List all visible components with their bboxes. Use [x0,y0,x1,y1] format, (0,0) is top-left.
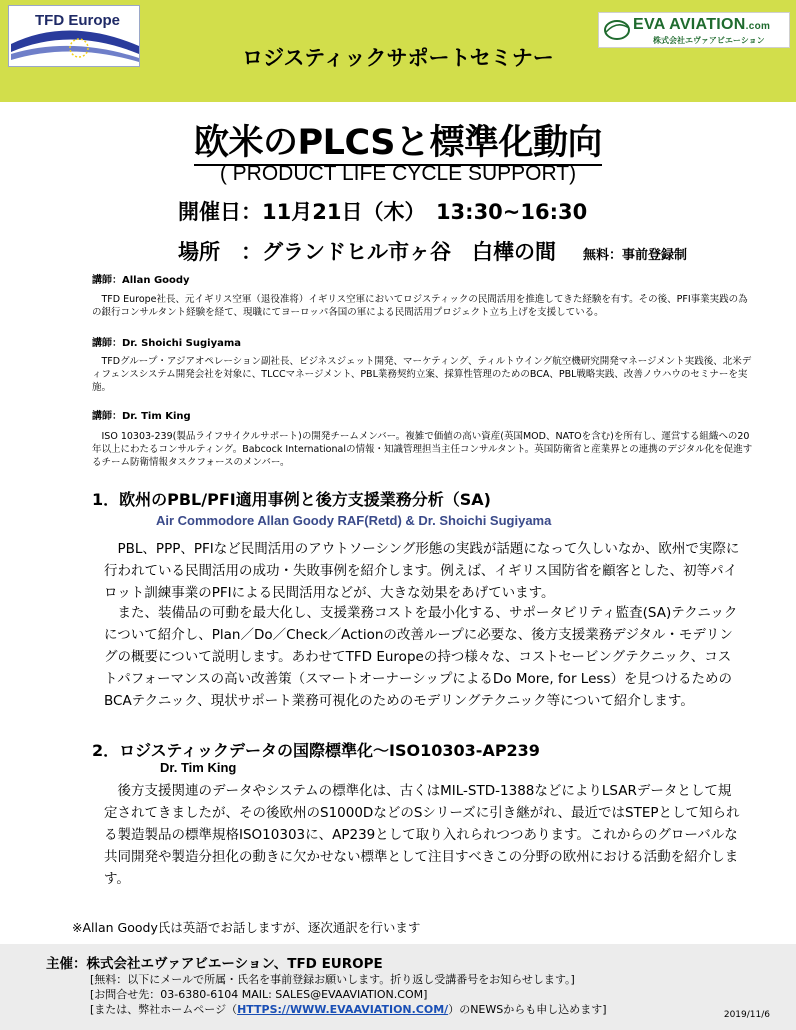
event-datetime: 開催日：11月21日（木） 13:30~16:30 [178,200,588,224]
footer-website-suffix: ）のNEWSからも申し込めます] [448,1003,607,1016]
section-1-paragraph-2: また、装備品の可動を最大化し、支援業務コストを最小化する、サポータビリティ監査(SA)テクニックについて紹介し、Plan／Do／Check／Actionの改善ループに必要な、後方支援業務デジタル・モデリングの概要について説明します。あわせてTFD Europeの持つ様々な、コストセービングテクニック、コストパフォーマンスの高い改善策（スマートオーナーシップによるDo More, for Less）を見つけるためのBCAテクニック、現状サポート業務可視化のためのモデリングテクニック等について紹介します。 [104,605,738,709]
footer-website-prefix: [または、弊社ホームページ（ [90,1003,238,1016]
interpretation-note: ※Allan Goody氏は英語でお話しますが、逐次通訳を行います [72,920,421,935]
footer [0,944,796,1030]
speaker-label-goody: 講師：Allan Goody [92,275,190,286]
speaker-bio-king: ISO 10303-239(製品ライフサイクルサポート)の開発チームメンバー。複雑で価値の高い資産(英国MOD、NATOを含む)を所有し、運営する組織への20年以上にわたるコンサルティング。Babcock Internationalの情報・知識管理担当主任コンサルタント。英国防衛省と産業界との連携のデジタル化を促進するチーム防衛情報タスクフォースのメンバー。 [92,431,753,468]
footer-host: 主催：株式会社エヴァアビエーション、TFD EUROPE [46,956,383,972]
section-1-heading: 1．欧州のPBL/PFI適用事例と後方支援業務分析（SA) [92,490,491,509]
document-date: 2019/11/6 [723,1010,770,1020]
event-fee: 無料：事前登録制 [583,248,688,263]
section-2-speaker: Dr. Tim King [160,760,237,775]
footer-website-line [90,1001,607,1017]
footer-contact: [お問合せ先：03-6380-6104 MAIL: SALES@EVAAVIATION.COM] [90,988,428,1001]
eva-logo-name: EVA AVIATION.com [633,16,771,33]
tfd-logo-text: TFD Europe [35,12,120,29]
seminar-title: ロジスティックサポートセミナー [242,46,554,70]
speaker-bio-goody: TFD Europe社長、元イギリス空軍（退役准将）イギリス空軍においてロジスティックの民間活用を推進してきた経験を有す。その後、PFI事業実践の為の銀行コンサルタント経験を経て、現職にてヨーロッパ各国の軍による民間活用プロジェクト立ち上げを支援している。 [92,294,748,318]
section-2-paragraph-1: 後方支援関連のデータやシステムの標準化は、古くはMIL-STD-1388などによりLSARデータとして規定されてきましたが、その後欧州のS1000DなどのSシリーズに引き継がれ、最近ではSTEPとして知られる製造製品の標準規格ISO10303に、AP239として取り入れられつつあります。これからのグローバルな共同開発や製造分担化の動きに欠かせない標準として注目すべきこの分野の欧州における活動を紹介します。 [104,783,740,887]
footer-registration: [無料：以下にメールで所属・氏名を事前登録お願いします。折り返し受講番号をお知らせします。] [90,973,575,986]
subtitle: ( PRODUCT LIFE CYCLE SUPPORT) [219,162,577,185]
section-1-speaker: Air Commodore Allan Goody RAF(Retd) & Dr. Shoichi Sugiyama [156,513,552,528]
website-link[interactable]: HTTPS://WWW.EVAAVIATION.COM/ [237,1003,449,1016]
main-title: 欧米のPLCSと標準化動向 [0,115,796,165]
section-1-paragraph-1: PBL、PPP、PFIなど民間活用のアウトソーシング形態の実践が話題になって久しいなか、欧州で実際に行われている民間活用の成功・失敗事例を紹介します。例えば、イギリス国防省を顧客とした、初等パイロット訓練事業のPFIによる民間活用などが、大きな効果をあげています。 [104,541,740,601]
section-2-heading: 2．ロジスティックデータの国際標準化～ISO10303-AP239 [92,741,540,760]
eva-logo-subtitle: 株式会社エヴァアビエーション [653,36,765,45]
event-venue: 場所 ：グランドヒル市ヶ谷 白樺の間 [178,240,556,264]
eva-globe-icon [603,18,631,42]
speaker-label-sugiyama: 講師：Dr. Shoichi Sugiyama [92,338,242,349]
speaker-bio-sugiyama: TFDグループ・アジアオペレーション副社長、ビジネスジェット開発、マーケティング、ティルトウイング航空機研究開発マネージメント実践後、北米ディフェンスシステム開発会社を対象に、TLCCマネージメント、PBL業務契約立案、採算性管理のためのBCA、PBL戦略実践、改善ノウハウのセミナーを実施。 [92,356,752,393]
speaker-label-king: 講師：Dr. Tim King [92,411,191,422]
